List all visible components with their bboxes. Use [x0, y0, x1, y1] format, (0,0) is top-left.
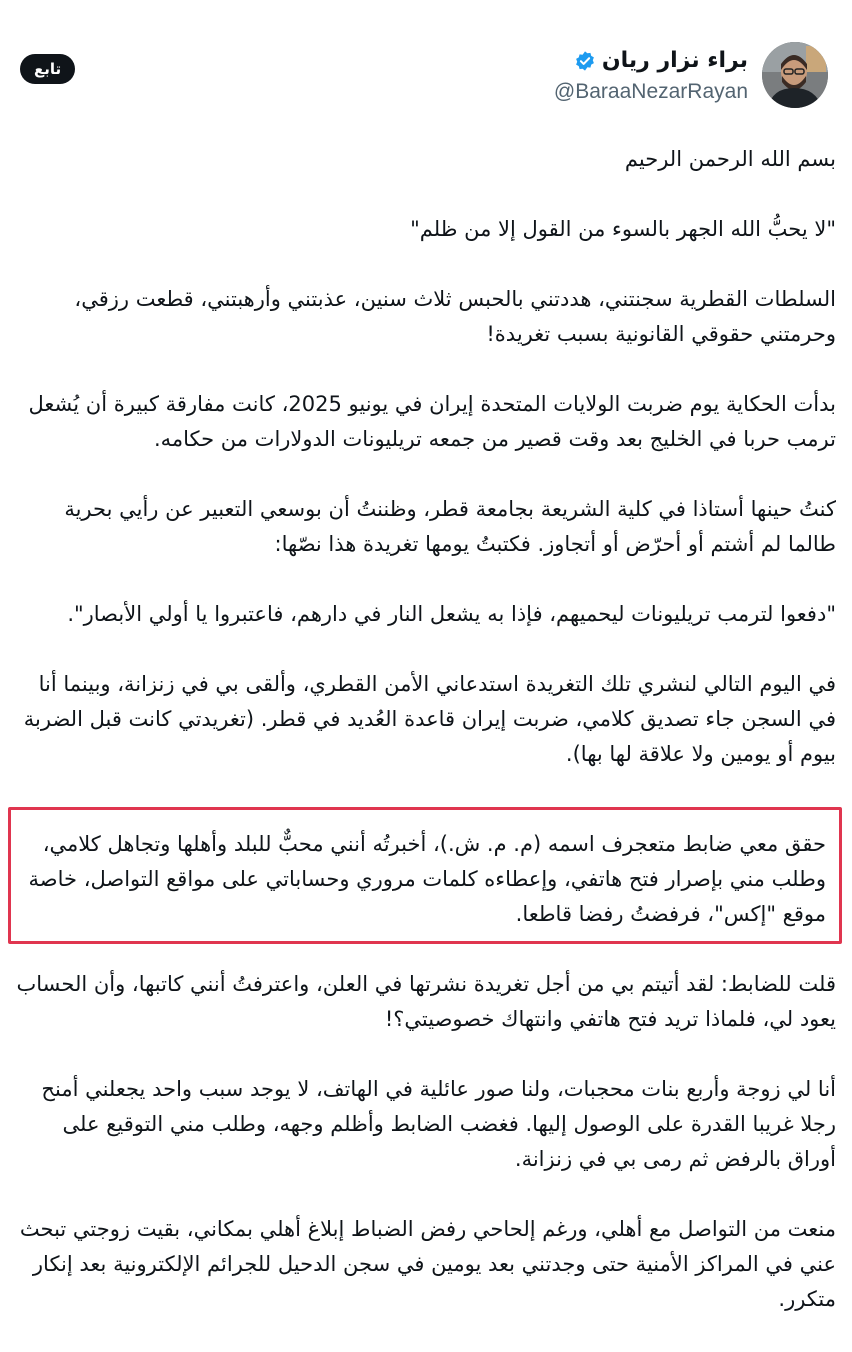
tweet-paragraph: بسم الله الرحمن الرحيم [624, 147, 836, 171]
tweet-paragraph: في اليوم التالي لنشري تلك التغريدة استدعاني الأمن القطري، وألقى بي في زنزانة، وبينما أنا في السجن جاء تصديق كلامي، ضربت إيران قاعدة العُديد في قطر. (تغريدتي كانت قبل الضربة بيوم أو يومين ولا علاقة لها بها). [23, 672, 836, 766]
author-name-row [554, 46, 748, 76]
highlight-box-outline [8, 807, 842, 944]
tweet-text [14, 142, 836, 1352]
avatar[interactable] [762, 42, 828, 108]
author-display-name[interactable]: براء نزار ريان [601, 48, 748, 73]
tweet-paragraph: "دفعوا لترمب تريليونات ليحميهم، فإذا به يشعل النار في دارهم، فاعتبروا يا أولي الأبصار". [67, 602, 836, 626]
tweet-paragraph: قلت للضابط: لقد أتيتم بي من أجل تغريدة نشرتها في العلن، واعترفتُ أنني كاتبها، وأن الحساب يعود لي، فلماذا تريد فتح هاتفي وانتهاك خصوصيتي؟! [16, 972, 836, 1031]
tweet-paragraph: كنتُ حينها أستاذا في كلية الشريعة بجامعة قطر، وظننتُ أن بوسعي التعبير عن رأيي بحرية طالما لم أشتم أو أحرّض أو أتجاوز. فكتبتُ يومها تغريدة هذا نصّها: [64, 497, 836, 556]
tweet-paragraph: بدأت الحكاية يوم ضربت الولايات المتحدة إيران في يونيو 2025، كانت مفارقة كبيرة أن يُشعل ترمب حربا في الخليج بعد وقت قصير من جمعه تريليونات الدولارات من حكامه. [28, 392, 836, 451]
tweet-paragraph: السلطات القطرية سجنتني، هددتني بالحبس ثلاث سنين، عذبتني وأرهبتني، قطعت رزقي، وحرمتني حقوقي القانونية بسبب تغريدة! [74, 287, 836, 346]
tweet-paragraph: منعت من التواصل مع أهلي، ورغم إلحاحي رفض الضباط إبلاغ أهلي بمكاني، بقيت زوجتي تبحث عني في المراكز الأمنية حتى وجدتني بعد يومين في سجن الدحيل للجرائم الإلكترونية بعد إنكار متكرر. [19, 1217, 836, 1311]
highlighted-paragraph: حقق معي ضابط متعجرف اسمه (م. م. ش.)، أخبرتُه أنني محبٌّ للبلد وأهلها وتجاهل كلامي، وطلب مني بإصرار فتح هاتفي، وإعطاءه كلمات مروري وحساباتي على مواقع التواصل، خاصة موقع "إكس"، فرفضتُ رفضا قاطعا. [28, 832, 826, 926]
highlighted-passage [14, 807, 836, 944]
tweet-paragraph: أنا لي زوجة وأربع بنات محجبات، ولنا صور عائلية في الهاتف، لا يوجد سبب واحد يجعلني أمنح رجلا غريبا القدرة على الوصول إليها. فغضب الضابط وأظلم وجهه، وطلب مني التوقيع على أوراق بالرفض ثم رمى بي في زنزانة. [41, 1077, 836, 1171]
avatar-photo-icon [762, 42, 828, 108]
author-handle[interactable]: @BaraaNezarRayan [553, 80, 748, 103]
follow-button[interactable]: تابع [20, 54, 75, 84]
verified-badge-icon [574, 50, 596, 72]
author-info [554, 46, 748, 106]
tweet-paragraph: "لا يحبُّ الله الجهر بالسوء من القول إلا من ظلم" [410, 217, 836, 241]
tweet-header [20, 40, 828, 112]
